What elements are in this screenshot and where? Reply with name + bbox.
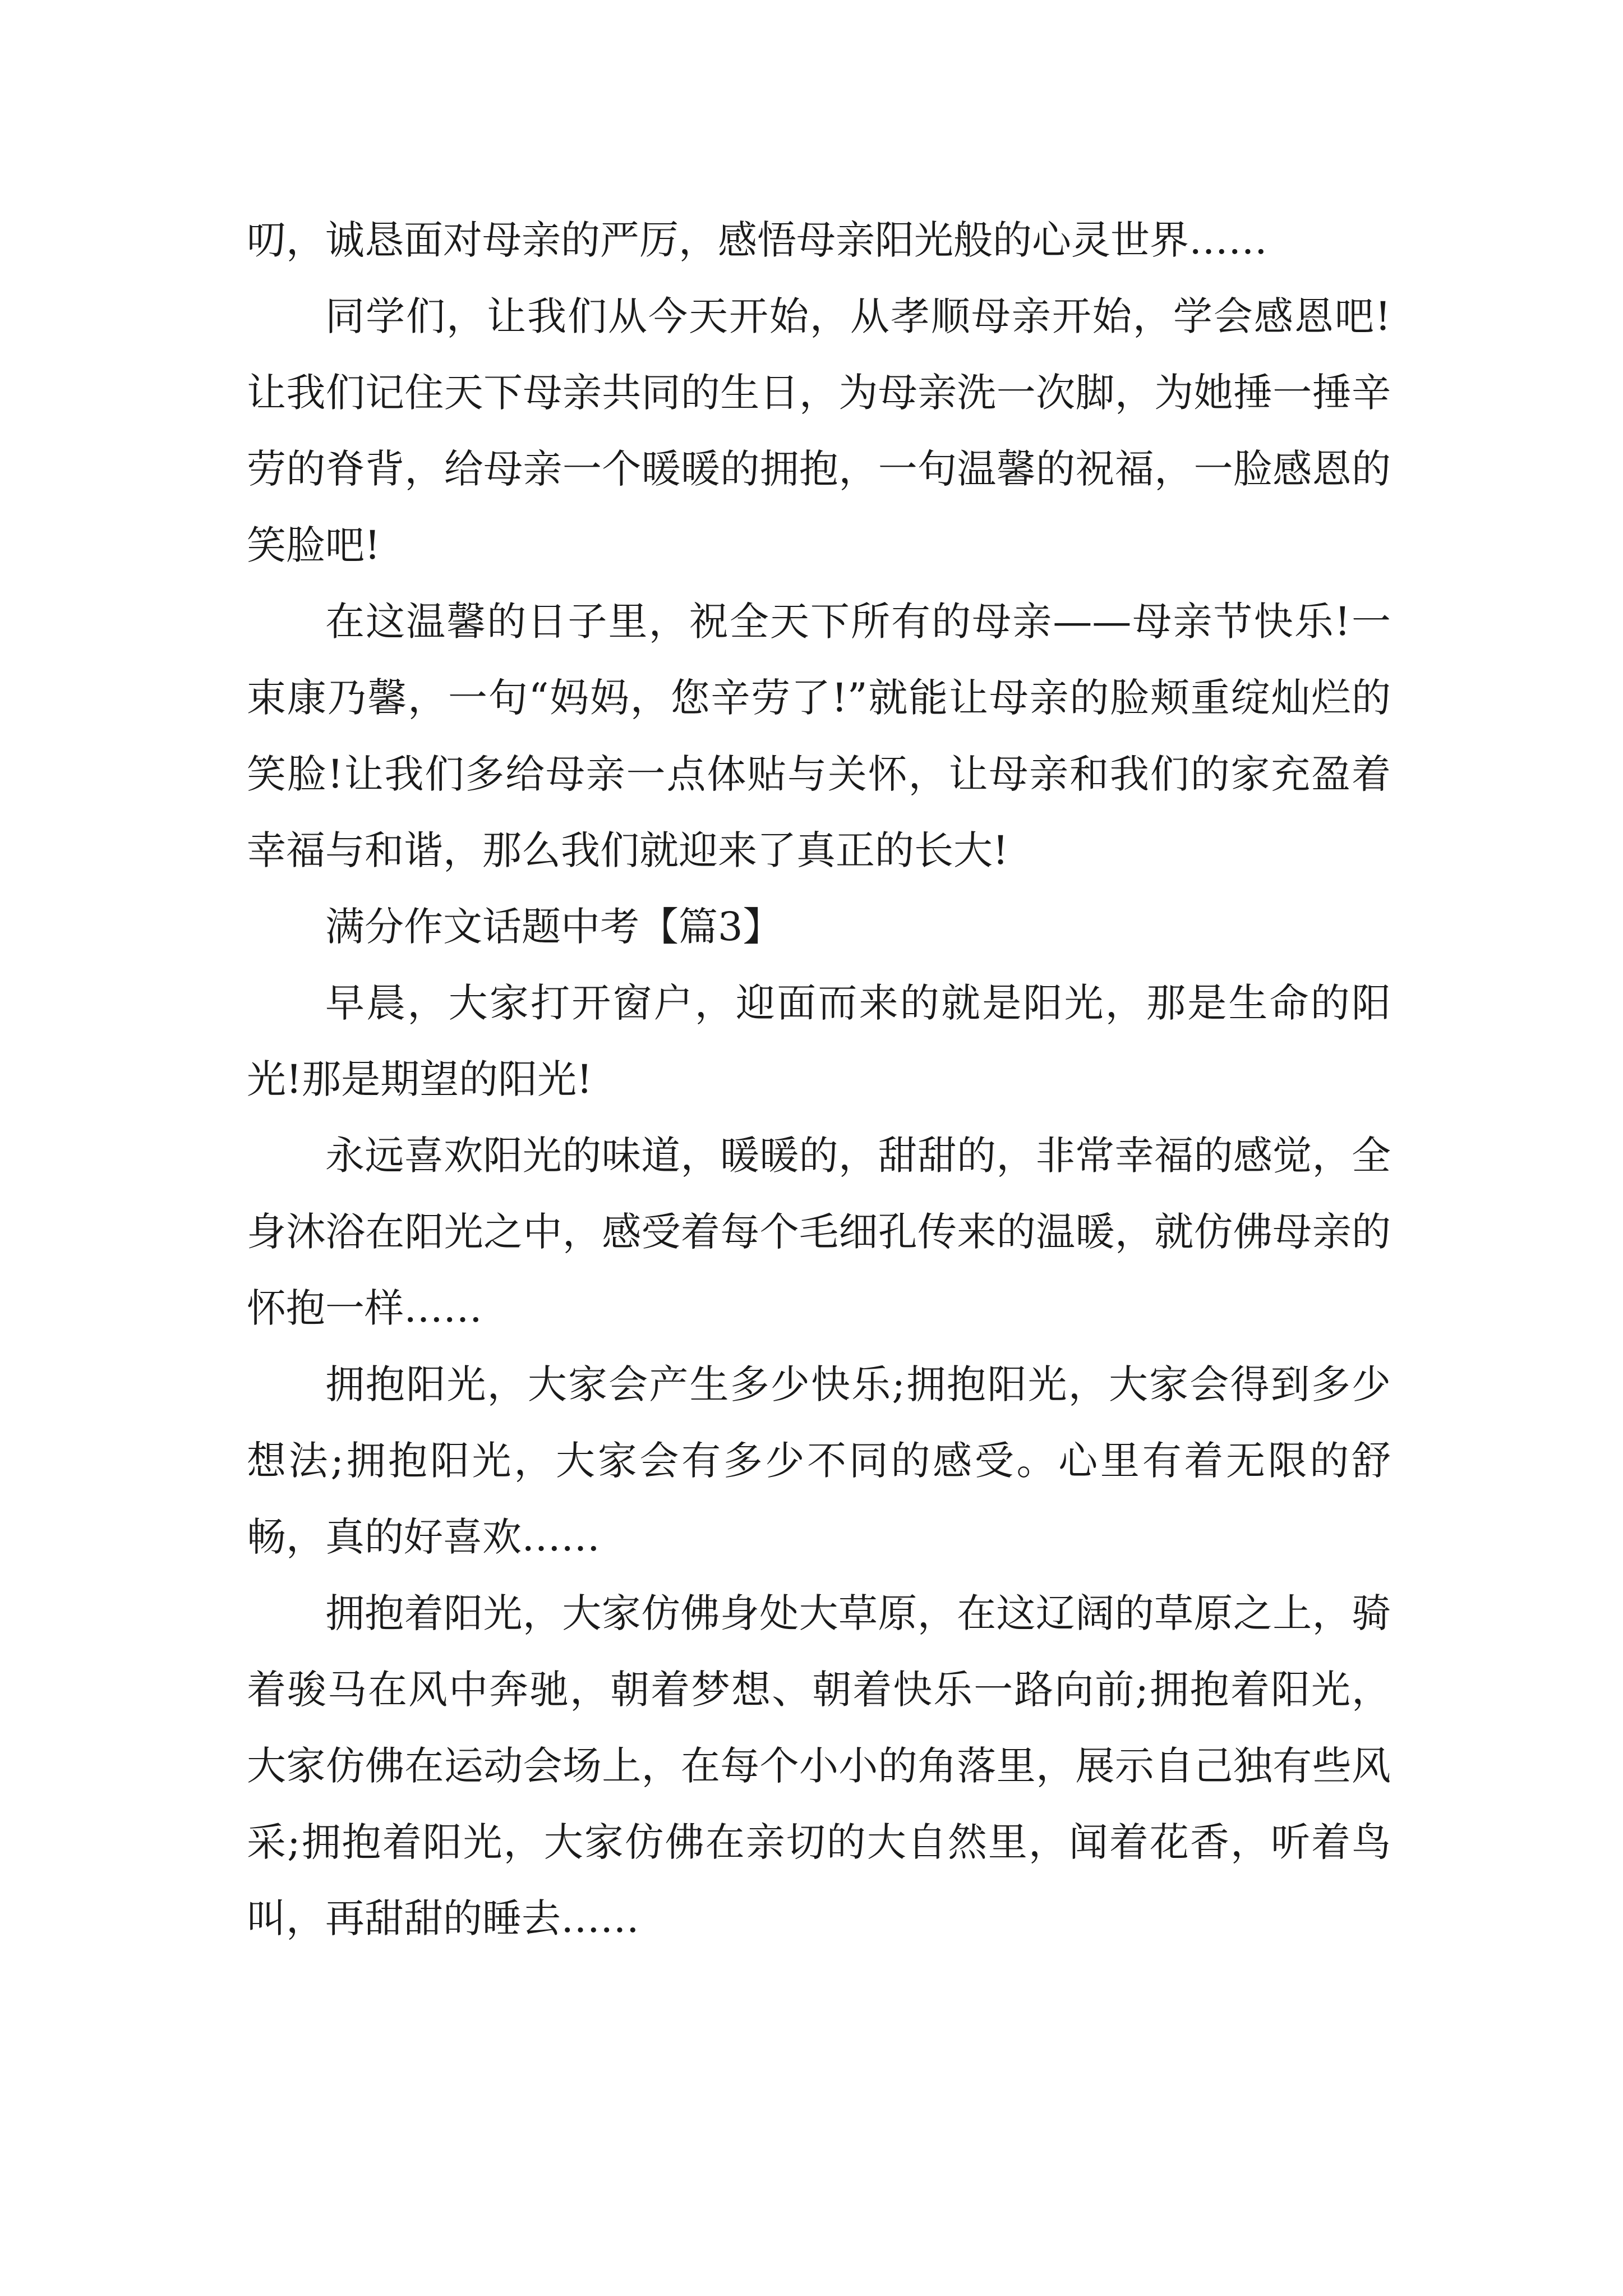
paragraph-gratitude: 同学们，让我们从今天开始，从孝顺母亲开始，学会感恩吧!让我们记住天下母亲共同的生日，为母亲洗一次脚，为她捶一捶辛劳的脊背，给母亲一个暖暖的拥抱，一句温馨的祝福，一脸感恩的笑脸吧! (247, 293, 1391, 568)
paragraph-sunlight-taste: 永远喜欢阳光的味道，暖暖的，甜甜的，非常幸福的感觉，全身沐浴在阳光之中，感受着每个毛细孔传来的温暖，就仿佛母亲的怀抱一样…… (247, 1133, 1391, 1331)
paragraph-embrace-sunlight: 拥抱阳光，大家会产生多少快乐;拥抱阳光，大家会得到多少想法;拥抱阳光，大家会有多少不同的感受。心里有着无限的舒畅，真的好喜欢…… (247, 1361, 1391, 1560)
section-heading: 满分作文话题中考【篇3】 (325, 904, 782, 950)
paragraph-grassland: 拥抱着阳光，大家仿佛身处大草原，在这辽阔的草原之上，骑着骏马在风中奔驰，朝着梦想、朝着快乐一路向前;拥抱着阳光，大家仿佛在运动会场上，在每个小小的角落里，展示自己独有些风采;拥抱着阳光，大家仿佛在亲切的大自然里，闻着花香，听着鸟叫，再甜甜的睡去…… (247, 1590, 1391, 1941)
paragraph-mothers-day: 在这温馨的日子里，祝全天下所有的母亲——母亲节快乐!一束康乃馨，一句“妈妈，您辛劳了!”就能让母亲的脸颊重绽灿烂的笑脸!让我们多给母亲一点体贴与关怀，让母亲和我们的家充盈着幸福与和谐，那么我们就迎来了真正的长大! (247, 599, 1391, 873)
document-body (247, 202, 1391, 1957)
paragraph-morning: 早晨，大家打开窗户，迎面而来的就是阳光，那是生命的阳光!那是期望的阳光! (247, 980, 1391, 1102)
continuation-paragraph: 叨，诚恳面对母亲的严厉，感悟母亲阳光般的心灵世界…… (247, 217, 1267, 263)
